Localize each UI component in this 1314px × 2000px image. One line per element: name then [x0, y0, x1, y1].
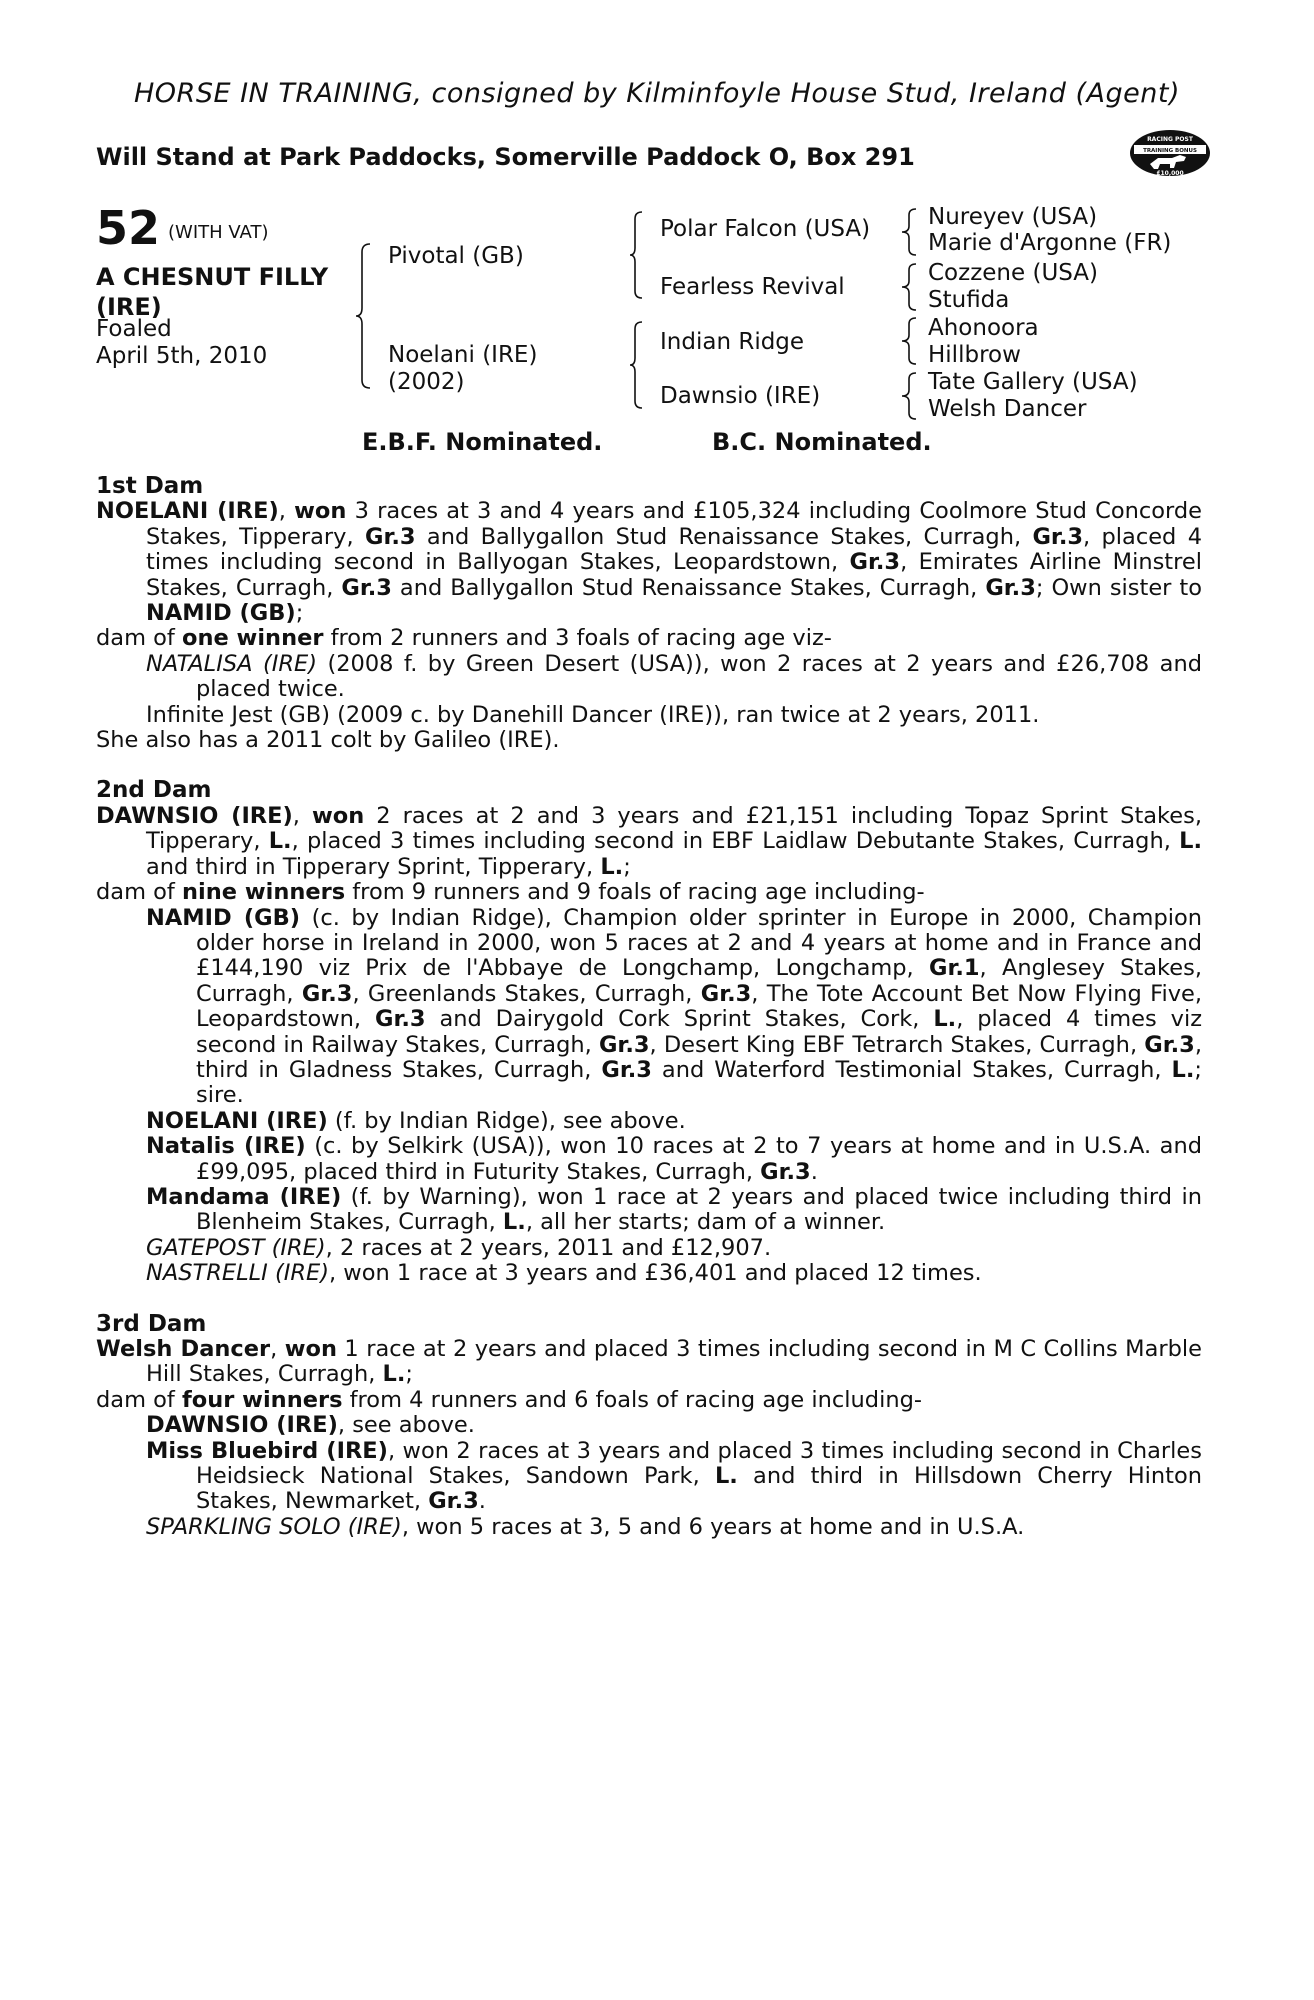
produce-miss-bluebird: Miss Bluebird (IRE), won 2 races at 3 years and placed 3 times including second in Charles Heidsieck National Stakes, Sandown Park, L. and third in Hillsdown Cherry Hinton Stakes, Newmarket, Gr.3. [146, 1437, 1203, 1515]
lot-desc-line2: (IRE) [96, 293, 162, 321]
lot-desc-line1: A CHESNUT FILLY [96, 263, 329, 291]
pedigree-brace-col2-top [628, 210, 644, 300]
racing-post-bonus-logo [1128, 128, 1212, 178]
produce-mandama: Mandama (IRE) (f. by Warning), won 1 race at 2 years and placed twice including third in Blenheim Stakes, Curragh, L., all her starts; dam of a winner. [146, 1183, 1202, 1236]
foaled-label: Foaled [96, 316, 172, 342]
pedigree-gg4: Stufida [928, 287, 1010, 313]
logo-bottom-text: £10,000 [1156, 170, 1184, 177]
pedigree-gg8: Welsh Dancer [928, 396, 1087, 422]
produce-natalis: Natalis (IRE) (c. by Selkirk (USA)), won 10 races at 2 to 7 years at home and in U.S.A. and £99,095, placed third in Futurity Stakes, Curragh, Gr.3. [146, 1133, 1202, 1185]
second-dam-heading: 2nd Dam [96, 777, 212, 804]
pedigree-dam-name: Noelani (IRE) [388, 342, 538, 368]
pedigree-gg7: Tate Gallery (USA) [928, 369, 1138, 395]
first-dam-sister: NAMID (GB) [146, 600, 296, 627]
pedigree-brace-col3-4 [900, 371, 918, 421]
produce-nastrelli: NASTRELLI (IRE), won 1 race at 3 years and £36,401 and placed 12 times. [146, 1260, 982, 1287]
third-dam-produce-summary: dam of four winners from 4 runners and 6 foals of racing age including- [96, 1386, 922, 1413]
third-dam-name: Welsh Dancer [96, 1336, 271, 1362]
pedigree-sire-sire: Polar Falcon (USA) [660, 216, 871, 242]
pedigree-dam-dam: Dawnsio (IRE) [660, 383, 821, 409]
catalogue-body [96, 474, 1202, 1540]
first-dam-heading: 1st Dam [96, 473, 204, 499]
pedigree-sire: Pivotal (GB) [388, 243, 524, 269]
pedigree-brace-col3-3 [900, 316, 918, 366]
stand-location: Will Stand at Park Paddocks, Somerville Paddock O, Box 291 [96, 143, 915, 171]
pedigree-gg2: Marie d'Argonne (FR) [928, 230, 1172, 256]
ebf-nominated: E.B.F. Nominated. [362, 428, 603, 456]
first-dam-also: She also has a 2011 colt by Galileo (IRE). [96, 727, 560, 754]
logo-middle-text: TRAINING BONUS [1143, 148, 1197, 154]
pedigree-gg5: Ahonoora [928, 315, 1039, 341]
lot-foaled [96, 316, 267, 370]
first-dam-won: won [294, 498, 347, 525]
first-dam-produce-summary: dam of one winner from 2 runners and 3 foals of racing age viz- [96, 625, 832, 652]
produce-namid: NAMID (GB) (c. by Indian Ridge), Champion older sprinter in Europe in 2000, Champion older horse in Ireland in 2000, won 5 races at 2 and 4 years at home and in France and £144,190 viz Prix de l'Abbaye de Longchamp, Longchamp, Gr.1, Anglesey Stakes, Curragh, Gr.3, Greenlands Stakes, Curragh, Gr.3, The Tote Account Bet Now Flying Five, Leopardstown, Gr.3 and Dairygold Cork Sprint Stakes, Cork, L., placed 4 times viz second in Railway Stakes, Curragh, Gr.3, Desert King EBF Tetrarch Stakes, Curragh, Gr.3, third in Gladness Stakes, Curragh, Gr.3 and Waterford Testimonial Stakes, Curragh, L.; sire. [146, 904, 1203, 1109]
third-dam-heading: 3rd Dam [96, 1310, 207, 1337]
pedigree-brace-col3-1 [900, 207, 918, 257]
page-title: HORSE IN TRAINING, consigned by Kilminfoyle House Stud, Ireland (Agent) [134, 78, 1180, 109]
pedigree-brace-col1 [354, 242, 372, 390]
pedigree-brace-col2-bottom [628, 320, 644, 410]
pedigree-dam-sire: Indian Ridge [660, 329, 805, 355]
pedigree-brace-col3-2 [900, 262, 918, 312]
second-dam-produce-summary: dam of nine winners from 9 runners and 9 foals of racing age including- [96, 879, 925, 906]
pedigree-dam-year: (2002) [388, 369, 465, 395]
first-dam-record: NOELANI (IRE), won 3 races at 3 and 4 years and £105,324 including Coolmore Stud Concorde Stakes, Tipperary, Gr.3 and Ballygallon Stud Renaissance Stakes, Curragh, Gr.3, placed 4 times including second in Ballyogan Stakes, Leopardstown, Gr.3, Emirates Airline Minstrel Stakes, Curragh, Gr.3 and Ballygallon Stud Renaissance Stakes, Curragh, Gr.3; Own sister to NAMID (GB); [96, 498, 1203, 627]
second-dam-name: DAWNSIO (IRE) [96, 802, 293, 829]
lot-description [96, 262, 328, 322]
third-dam-record: Welsh Dancer, won 1 race at 2 years and placed 3 times including second in M C Collins Marble Hill Stakes, Curragh, L.; [96, 1336, 1202, 1388]
pedigree-gg6: Hillbrow [928, 342, 1021, 368]
produce-natalisa: NATALISA (IRE) (2008 f. by Green Desert (USA)), won 2 races at 2 years and £26,708 and placed twice. [146, 650, 1203, 703]
produce-gatepost: GATEPOST (IRE), 2 races at 2 years, 2011 and £12,907. [146, 1234, 772, 1261]
pedigree-sire-dam: Fearless Revival [660, 274, 845, 300]
produce-dawnsio: DAWNSIO (IRE), see above. [146, 1412, 475, 1439]
bc-nominated: B.C. Nominated. [712, 428, 932, 456]
second-dam-record: DAWNSIO (IRE), won 2 races at 2 and 3 years and £21,151 including Topaz Sprint Stakes, Tipperary, L., placed 3 times including second in EBF Laidlaw Debutante Stakes, Curragh, L. and third in Tipperary Sprint, Tipperary, L.; [96, 802, 1202, 880]
pedigree-gg3: Cozzene (USA) [928, 260, 1099, 286]
lot-vat: (WITH VAT) [168, 222, 269, 243]
pedigree-gg1: Nureyev (USA) [928, 204, 1098, 230]
pedigree-dam [388, 342, 537, 396]
logo-top-text: RACING POST [1147, 136, 1193, 143]
foaled-date: April 5th, 2010 [96, 343, 268, 369]
produce-noelani: NOELANI (IRE) (f. by Indian Ridge), see above. [146, 1107, 686, 1134]
lot-number: 52 [96, 201, 161, 255]
first-dam-name: NOELANI (IRE) [96, 498, 279, 525]
lot-number-row [96, 201, 269, 255]
produce-sparkling-solo: SPARKLING SOLO (IRE), won 5 races at 3, 5 and 6 years at home and in U.S.A. [146, 1513, 1025, 1540]
produce-infinite-jest: Infinite Jest (GB) (2009 c. by Danehill Dancer (IRE)), ran twice at 2 years, 2011. [146, 701, 1040, 728]
